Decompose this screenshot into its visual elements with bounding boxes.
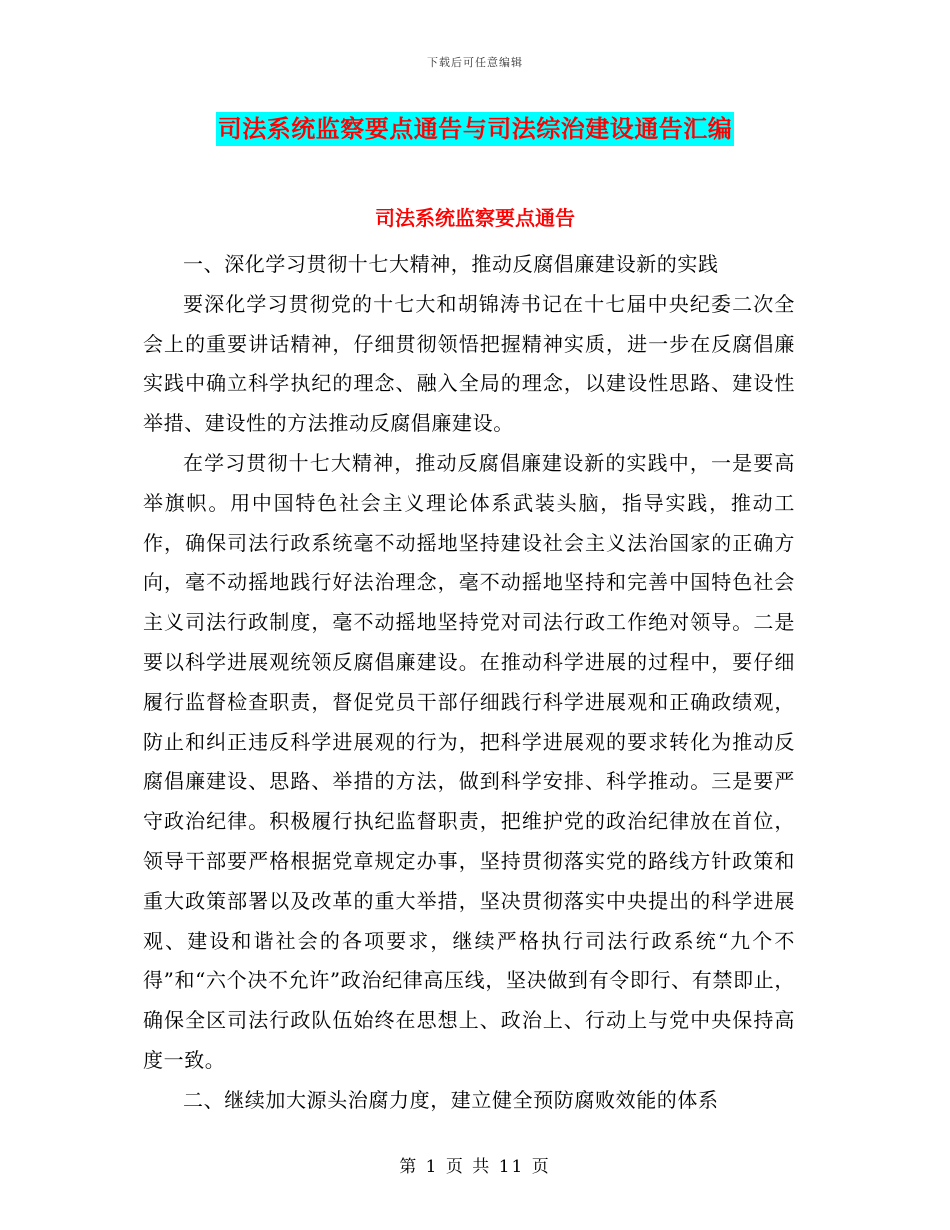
- doc-title-container: [0, 112, 950, 146]
- section-title: 司法系统监察要点通告: [375, 206, 575, 230]
- body-text: [143, 245, 795, 1121]
- page-footer: 第 1 页 共 11 页: [399, 1157, 551, 1177]
- header-note: 下载后可任意编辑: [427, 56, 523, 69]
- paragraph: 要深化学习贯彻党的十七大和胡锦涛书记在十七届中央纪委二次全会上的重要讲话精神，仔细贯彻领悟把握精神实质，进一步在反腐倡廉实践中确立科学执纪的理念、融入全局的理念，以建设性思路、建设性举措、建设性的方法推动反腐倡廉建设。: [143, 291, 795, 436]
- doc-title: 司法系统监察要点通告与司法综治建设通告汇编: [216, 112, 735, 146]
- paragraph-heading-2: 二、继续加大源头治腐力度，建立健全预防腐败效能的体系: [183, 1087, 719, 1112]
- paragraph-heading-1: 一、深化学习贯彻十七大精神，推动反腐倡廉建设新的实践: [183, 252, 719, 276]
- paragraph: 在学习贯彻十七大精神，推动反腐倡廉建设新的实践中，一是要高举旗帜。用中国特色社会主义理论体系武装头脑，指导实践，推动工作，确保司法行政系统毫不动摇地坚持建设社会主义法治国家的正确方向，毫不动摇地践行好法治理念，毫不动摇地坚持和完善中国特色社会主义司法行政制度，毫不动摇地坚持党对司法行政工作绝对领导。二是要以科学进展观统领反腐倡廉建设。在推动科学进展的过程中，要仔细履行监督检查职责，督促党员干部仔细践行科学进展观和正确政绩观，防止和纠正违反科学进展观的行为，把科学进展观的要求转化为推动反腐倡廉建设、思路、举措的方法，做到科学安排、科学推动。三是要严守政治纪律。积极履行执纪监督职责，把维护党的政治纪律放在首位，领导干部要严格根据党章规定办事，坚持贯彻落实党的路线方针政策和重大政策部署以及改革的重大举措，坚决贯彻落实中央提出的科学进展观、建设和谐社会的各项要求，继续严格执行司法行政系统“九个不得”和“六个决不允许”政治纪律高压线，坚决做到有令即行、有禁即止，确保全区司法行政队伍始终在思想上、政治上、行动上与党中央保持高度一致。: [143, 450, 795, 1072]
